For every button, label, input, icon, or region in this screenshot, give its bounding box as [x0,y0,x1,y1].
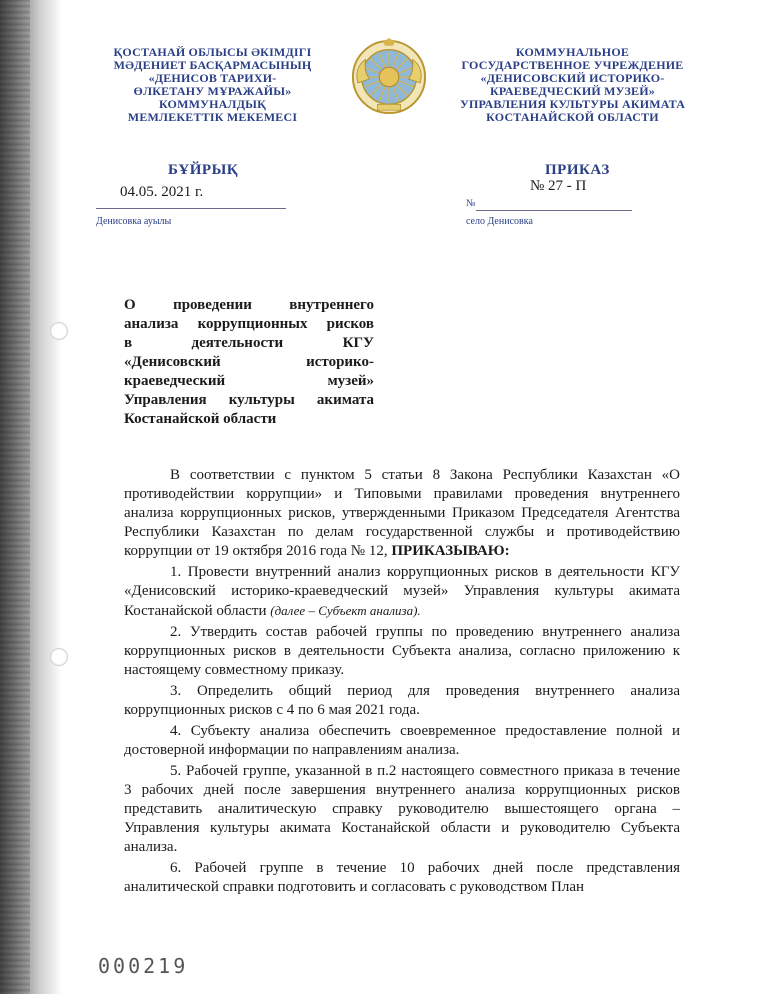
order-number: № 27 - П [530,178,587,194]
paragraph-1-text: 1. Провести внутренний анализ коррупционных рисков в деятельности КГУ «Денисовский историко-краеведческий музей» Управления культуры акимата Костанайской области [124,564,680,619]
body-paragraph-5: 5. Рабочей группе, указанной в п.2 настоящего совместного приказа в течение 3 рабочих дней после завершения внутреннего анализа коррупционных рисков представить аналитическую справку руководителю вышестоящего органа – Управления культуры акимата Костанайской области и руководителю Субъекта анализа. [124,763,680,855]
body-paragraph-3: 3. Определить общий период для проведения внутреннего анализа коррупционных рисков с 4 по 6 мая 2021 года. [124,683,680,718]
order-body [124,466,680,897]
body-paragraph-6: 6. Рабочей группе в течение 10 рабочих дней после представления аналитической справки подготовить и согласовать с руководством План [124,860,680,895]
subject-line: Управления культуры акимата [124,392,374,408]
order-title-kz: БҰЙРЫҚ [168,162,239,178]
header-right-line: УПРАВЛЕНИЯ КУЛЬТУРЫ АКИМАТА [459,97,686,111]
header-left-line: КОММУНАЛДЫҚ [158,97,267,111]
subject-line: краеведческий музей» [124,373,374,389]
subject-line: «Денисовский историко- [124,354,374,370]
header-right-organization [450,46,695,124]
header-right-line: КОСТАНАЙСКОЙ ОБЛАСТИ [486,110,659,124]
header-left-line: МЕМЛЕКЕТТІК МЕКЕМЕСІ [127,110,298,124]
order-date: 04.05. 2021 г. [120,184,204,200]
subject-line: анализа коррупционных рисков [124,316,374,332]
orders-word: ПРИКАЗЫВАЮ: [391,543,510,559]
header-right-line: КРАЕВЕДЧЕСКИЙ МУЗЕЙ» [490,84,655,98]
punch-hole-top [50,322,68,340]
subject-line: в деятельности КГУ [124,335,374,351]
subject-line: Костанайской области [124,411,277,427]
order-subject [124,296,374,429]
body-paragraph-1 [124,563,680,621]
header-left-organization [100,46,325,124]
place-kz: Денисовка ауылы [96,216,172,227]
header-left-line: ҚОСТАНАЙ ОБЛЫСЫ ӘКІМДІГІ [113,45,312,59]
header-left-line: ӨЛКЕТАНУ МҰРАЖАЙЫ» [133,84,292,98]
body-paragraph-2: 2. Утвердить состав рабочей группы по проведению внутреннего анализа коррупционных рисков в деятельности Субъекта анализа, согласно приложению к настоящему совместному приказу. [124,624,680,678]
body-paragraph-4: 4. Субъекту анализа обеспечить своевременное предоставление полной и достоверной информации по направлениям анализа. [124,723,680,758]
body-intro [124,466,680,561]
punch-hole-bottom [50,648,68,666]
date-rule [96,208,286,209]
intro-text: В соответствии с пунктом 5 статьи 8 Закона Республики Казахстан «О противодействии коррупции» и Типовыми правилами проведения внутреннего анализа коррупционных рисков, утвержденными Приказом Председателя Агентства Республики Казахстан по делам государственной службы и противодействию коррупции от 19 октября 2016 года № 12, [124,467,680,559]
subject-line: О проведении внутреннего [124,297,374,313]
header-right-line: ГОСУДАРСТВЕННОЕ УЧРЕЖДЕНИЕ [461,58,684,72]
state-emblem-icon [350,38,428,116]
header-right-line: КОММУНАЛЬНОЕ [515,45,630,59]
header-left-line: МӘДЕНИЕТ БАСҚАРМАСЫНЫҢ [113,58,312,72]
place-ru: село Денисовка [466,216,533,227]
serial-number: 000219 [98,954,189,978]
header-left-line: «ДЕНИСОВ ТАРИХИ- [148,71,277,85]
paragraph-1-note: (далее – Субъект анализа). [270,603,421,618]
order-title-ru: ПРИКАЗ [545,162,610,178]
header-right-line: «ДЕНИСОВСКИЙ ИСТОРИКО- [480,71,665,85]
number-rule [476,210,632,211]
number-prefix: № [466,198,476,209]
scan-noise [0,0,30,994]
